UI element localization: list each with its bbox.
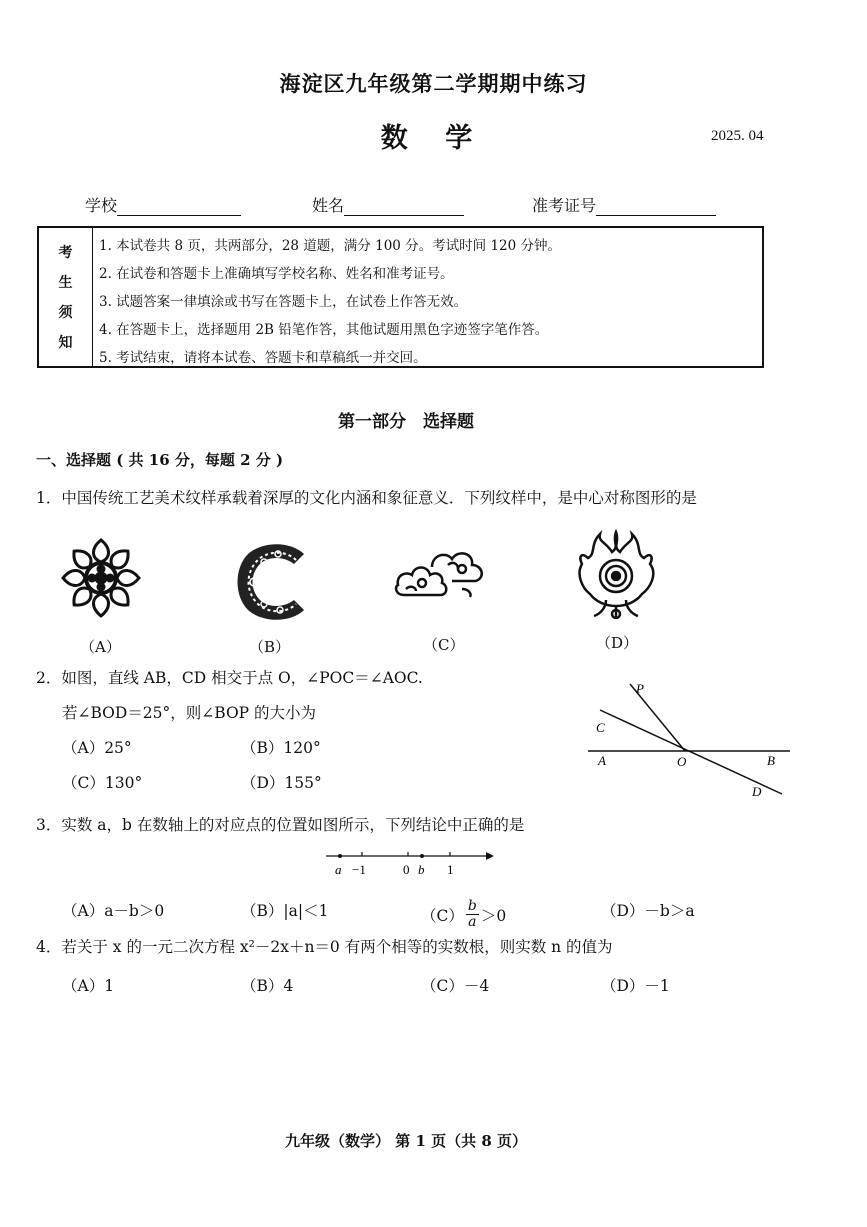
axis-arrow-icon — [486, 852, 494, 860]
exam-number-label: 准考证号 — [532, 196, 597, 215]
label-d: D — [752, 784, 762, 799]
q3-fraction-numerator: b — [467, 898, 477, 914]
name-blank — [344, 199, 464, 216]
q1-text: 1．中国传统工艺美术纹样承载着深厚的文化内涵和象征意义．下列纹样中，是中心对称图形的是 — [36, 489, 697, 507]
q2-geometry-figure — [584, 676, 794, 804]
point-a — [338, 854, 342, 858]
label-a: A — [598, 753, 606, 768]
notice-list — [99, 232, 756, 372]
notice-item: 1. 本试卷共 8 页，共两部分，28 道题，满分 100 分。考试时间 120 分钟。 — [99, 238, 562, 254]
q1-caption-a: （A） — [80, 638, 121, 656]
name-field — [312, 193, 464, 216]
pattern-a-flower-image — [60, 537, 142, 619]
q3-fraction — [466, 899, 479, 930]
q3-text: 3．实数 a，b 在数轴上的对应点的位置如图所示，下列结论中正确的是 — [36, 816, 525, 834]
q3-option-b: （B）|a|＜1 — [241, 902, 329, 920]
q1-caption-d: （D） — [596, 634, 639, 652]
name-label: 姓名 — [312, 196, 345, 215]
q3-number-line — [322, 844, 498, 878]
pattern-c-cloud-image — [392, 545, 488, 601]
section-title: 一、选择题 ( 共 16 分，每题 2 分 ) — [36, 451, 284, 469]
q3-fraction-denominator: a — [468, 914, 477, 930]
pattern-d-flame-image — [576, 528, 656, 622]
q2-option-a: （A）25° — [62, 739, 132, 757]
q2-option-c: （C）130° — [62, 774, 143, 792]
q4-option-d: （D）－1 — [601, 977, 670, 995]
subject-title: 数 学 — [380, 123, 487, 154]
q4-option-b: （B）4 — [241, 977, 294, 995]
pattern-b-c-shape-image — [234, 540, 316, 624]
axis-label-b: b — [418, 862, 425, 877]
school-label: 学校 — [85, 196, 118, 215]
label-o: O — [677, 754, 687, 769]
page-title: 海淀区九年级第二学期期中练习 — [279, 71, 588, 96]
label-c: C — [596, 720, 605, 735]
notice-item: 5. 考试结束，请将本试卷、答题卡和草稿纸一并交回。 — [99, 350, 427, 366]
page-footer: 九年级（数学） 第 1 页（共 8 页） — [285, 1132, 527, 1150]
notice-box — [37, 226, 764, 368]
q4-option-a: （A）1 — [62, 977, 115, 995]
point-b — [420, 854, 424, 858]
q2-option-d: （D）155° — [241, 774, 322, 792]
notice-heading-char: 考 — [58, 245, 73, 261]
notice-heading-char: 须 — [58, 305, 73, 321]
exam-number-blank — [596, 199, 716, 216]
label-b: B — [767, 753, 775, 768]
exam-number-field — [532, 193, 716, 216]
line-cd — [600, 710, 782, 794]
school-field — [85, 193, 241, 216]
notice-heading — [39, 228, 93, 366]
q4-option-c: （C）－4 — [421, 977, 490, 995]
axis-label-zero: 0 — [403, 862, 410, 877]
q2-line2: 若∠BOD＝25°，则∠BOP 的大小为 — [62, 704, 317, 722]
q3-option-c-label: （C） — [421, 906, 464, 925]
exam-date: 2025. 04 — [711, 128, 764, 144]
notice-item: 4. 在答题卡上，选择题用 2B 铅笔作答，其他试题用黑色字迹签字笔作答。 — [99, 322, 549, 338]
notice-item: 3. 试题答案一律填涂或书写在答题卡上，在试卷上作答无效。 — [99, 294, 468, 310]
axis-label-minus-one: −1 — [352, 862, 366, 877]
q3-option-d: （D）－b＞a — [601, 902, 695, 920]
part-title: 第一部分 选择题 — [338, 412, 474, 432]
q3-option-a: （A）a－b＞0 — [62, 902, 165, 920]
notice-item: 2. 在试卷和答题卡上准确填写学校名称、姓名和准考证号。 — [99, 266, 454, 282]
axis-label-one: 1 — [447, 862, 454, 877]
q3-option-c-tail: ＞0 — [480, 906, 507, 925]
school-blank — [117, 199, 241, 216]
q1-caption-b: （B） — [249, 638, 291, 656]
q1-caption-c: （C） — [423, 636, 465, 654]
q2-line1: 2．如图，直线 AB，CD 相交于点 O，∠POC＝∠AOC. — [36, 669, 423, 687]
q2-option-b: （B）120° — [241, 739, 321, 757]
notice-heading-char: 生 — [58, 275, 73, 291]
notice-heading-char: 知 — [58, 335, 73, 351]
q4-text: 4．若关于 x 的一元二次方程 x²－2x＋n＝0 有两个相等的实数根，则实数 n 的值为 — [36, 938, 613, 956]
label-p: P — [636, 681, 644, 696]
axis-label-a: a — [335, 862, 342, 877]
q3-option-c — [421, 899, 506, 930]
